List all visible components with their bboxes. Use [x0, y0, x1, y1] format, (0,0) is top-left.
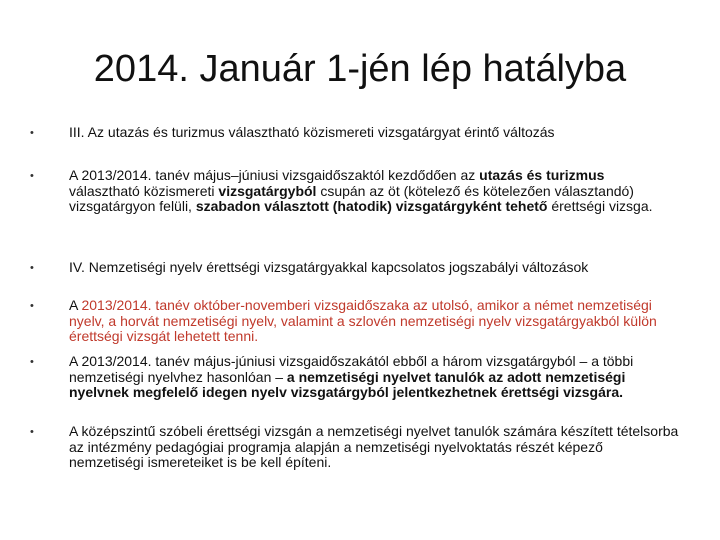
bullet-icon: • — [30, 262, 34, 274]
bullet-icon: • — [30, 356, 34, 368]
bullet-item-5 — [69, 354, 679, 401]
item-2-seg-7: érettségi vizsga. — [547, 198, 653, 214]
item-2-seg-4: vizsgatárgyból — [218, 182, 317, 199]
item-2-seg-2: utazás és turizmus — [479, 167, 605, 183]
item-2-seg-5: csupán az öt (kötelező és kötelezően választandó) vizsgatárgyon felüli, — [69, 182, 634, 214]
bullet-icon: • — [30, 300, 34, 312]
bullet-item-3 — [69, 260, 679, 276]
item-4-seg-2: 2013/2014. tanév október-novemberi vizsgaidőszaka az utolsó, amikor a német nemzetiségi nyelv, a horvát nemzetiségi nyelv, valamint a szlovén nemzetiségi nyelv vizsgatárgyakból külön érettségi vizsgát lehetett tenni. — [69, 297, 657, 344]
bullet-icon: • — [30, 170, 34, 182]
item-2-seg-1: A 2013/2014. tanév május–júniusi vizsgaidőszaktól kezdődően az — [69, 167, 480, 183]
item-2-seg-3: választható közismereti — [69, 182, 219, 199]
item-2-seg-6: szabadon választott (hatodik) vizsgatárgyként tehető — [195, 198, 548, 214]
item-4-seg-1: A — [69, 297, 82, 313]
bullet-icon: • — [30, 127, 34, 139]
bullet-item-4 — [69, 298, 679, 345]
slide-title: 2014. Január 1-jén lép hatályba — [93, 48, 627, 90]
bullet-icon: • — [30, 426, 34, 438]
item-3-text: IV. Nemzetiségi nyelv érettségi vizsgatárgyakkal kapcsolatos jogszabályi változások — [69, 259, 589, 275]
item-5-seg-1: A 2013/2014. tanév május-júniusi vizsgaidőszakától ebből a három vizsgatárgyból – a többi nemzetiségi nyelvhez hasonlóan – — [69, 353, 634, 385]
bullet-item-2 — [69, 168, 679, 215]
bullet-item-1 — [69, 125, 679, 141]
item-5-seg-2: a nemzetiségi nyelvet tanulók az adott nemzetiségi nyelvnek megfelelő idegen nyelv vizsgatárgyból jelentkezhetnek érettségi vizsgára. — [69, 368, 626, 400]
item-1-text: III. Az utazás és turizmus választható közismereti vizsgatárgyat érintő változás — [69, 124, 555, 140]
bullet-item-6 — [69, 424, 679, 471]
item-6-text: A középszintű szóbeli érettségi vizsgán a nemzetiségi nyelvet tanulók számára készített tételsorba az intézmény pedagógiai programja alapján a nemzetiségi nyelvoktatás részét képező nemzetiségi ismereteiket is be kell építeni. — [69, 423, 679, 470]
